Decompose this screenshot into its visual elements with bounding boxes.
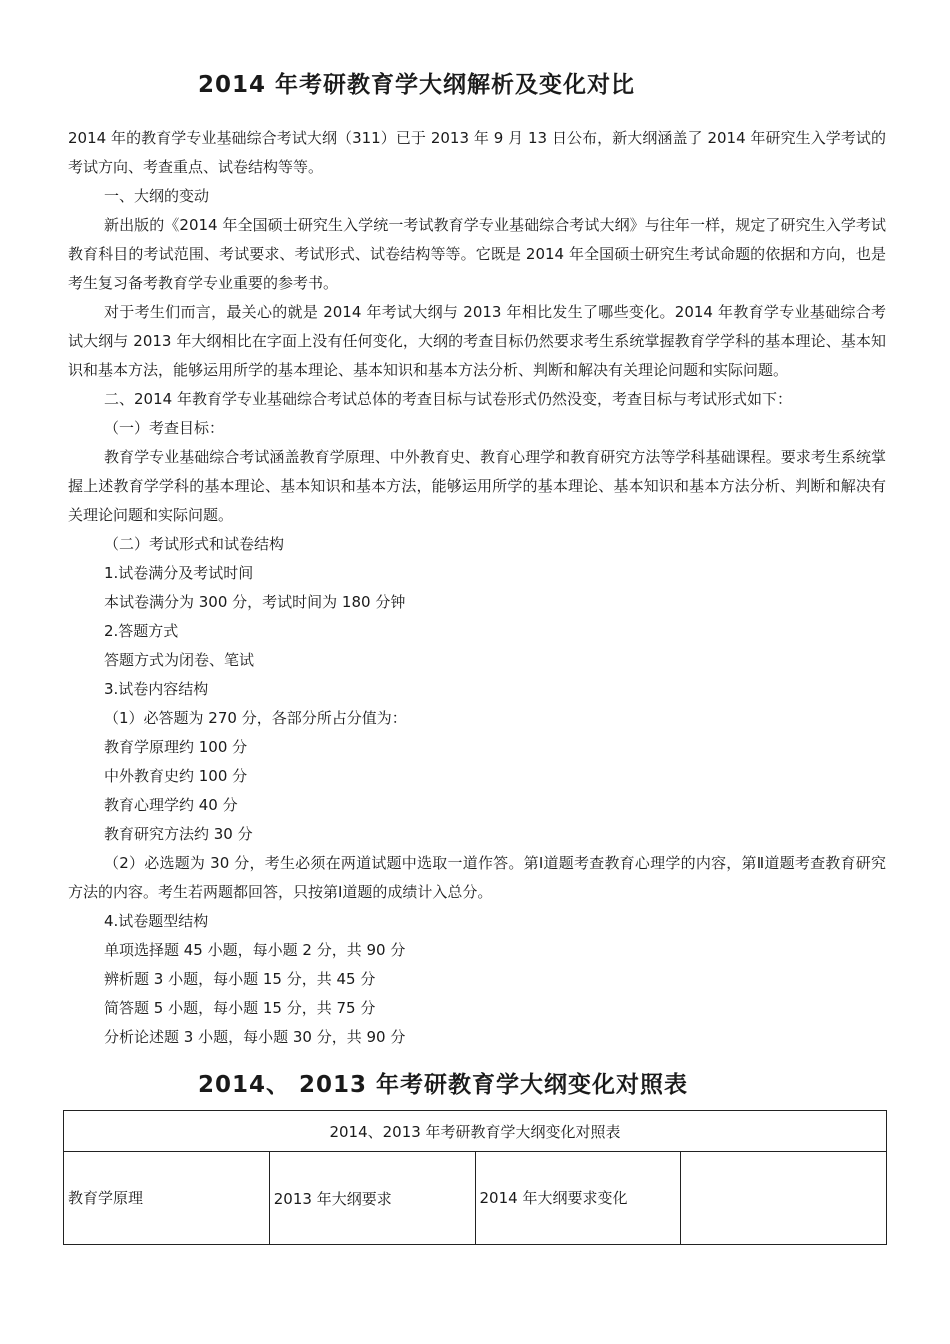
subsection-heading: （一）考查目标： — [104, 419, 225, 437]
section-heading-2: 二、2014 年教育学专业基础综合考试总体的考查目标与试卷形式仍然没变，考查目标与考试形式如下： — [104, 390, 792, 408]
paragraph: （2）必选题为 30 分，考生必须在两道试题中选取一道作答。第Ⅰ道题考查教育心理学的内容，第Ⅱ道题考查教育研究方法的内容。考生若两题都回答，只按第Ⅰ道题的成绩计入总分。 — [68, 854, 886, 901]
list-item: 辨析题 3 小题，每小题 15 分，共 45 分 — [104, 970, 376, 988]
paragraph: 教育学专业基础综合考试涵盖教育学原理、中外教育史、教育心理学和教育研究方法等学科基础课程。要求考生系统掌握上述教育学学科的基本理论、基本知识和基本方法，能够运用所学的基本理论、基本知识和基本方法分析、判断和解决有关理论问题和实际问题。 — [68, 448, 886, 524]
column-2013-cell: 2013 年大纲要求 — [269, 1152, 475, 1245]
table-section-title: 2014、 2013 年考研教育学大纲变化对照表 — [198, 1072, 689, 1098]
column-2014-cell: 2014 年大纲要求变化 — [475, 1152, 681, 1245]
document-body — [68, 124, 886, 1052]
paragraph: 新出版的《2014 年全国硕士研究生入学统一考试教育学专业基础综合考试大纲》与往年一样，规定了研究生入学考试教育科目的考试范围、考试要求、考试形式、试卷结构等等。它既是 2014 年全国硕士研究生考试命题的依据和方向，也是考生复习备考教育学专业重要的参考书。 — [68, 216, 886, 292]
list-item: （1）必答题为 270 分，各部分所占分值为： — [104, 709, 407, 727]
row-header-cell: 教育学原理 — [64, 1152, 270, 1245]
list-item: 教育学原理约 100 分 — [104, 738, 248, 756]
paragraph: 对于考生们而言，最关心的就是 2014 年考试大纲与 2013 年相比发生了哪些变化。2014 年教育学专业基础综合考试大纲与 2013 年大纲相比在字面上没有任何变化，大纲的考查目标仍然要求考生系统掌握教育学学科的基本理论、基本知识和基本方法，能够运用所学的基本理论、基本知识和基本方法分析、判断和解决有关理论问题和实际问题。 — [68, 303, 886, 379]
list-item: 单项选择题 45 小题，每小题 2 分，共 90 分 — [104, 941, 406, 959]
table-edge-cell — [681, 1152, 887, 1245]
document-title: 2014 年考研教育学大纲解析及变化对比 — [198, 72, 636, 98]
list-item: 分析论述题 3 小题，每小题 30 分，共 90 分 — [104, 1028, 406, 1046]
list-item: 2.答题方式 — [104, 622, 179, 640]
subsection-heading: （二）考试形式和试卷结构 — [104, 535, 285, 553]
list-item: 3.试卷内容结构 — [104, 680, 209, 698]
list-item: 简答题 5 小题，每小题 15 分，共 75 分 — [104, 999, 376, 1017]
list-item: 本试卷满分为 300 分，考试时间为 180 分钟 — [104, 593, 406, 611]
list-item: 1.试卷满分及考试时间 — [104, 564, 254, 582]
list-item: 教育心理学约 40 分 — [104, 796, 238, 814]
list-item: 答题方式为闭卷、笔试 — [104, 651, 255, 669]
list-item: 4.试卷题型结构 — [104, 912, 209, 930]
list-item: 中外教育史约 100 分 — [104, 767, 248, 785]
paragraph-intro: 2014 年的教育学专业基础综合考试大纲（311）已于 2013 年 9 月 13 日公布，新大纲涵盖了 2014 年研究生入学考试的考试方向、考查重点、试卷结构等等。 — [68, 129, 886, 176]
list-item: 教育研究方法约 30 分 — [104, 825, 253, 843]
comparison-table — [63, 1110, 887, 1245]
section-heading-1: 一、大纲的变动 — [104, 187, 210, 205]
table-caption: 2014、2013 年考研教育学大纲变化对照表 — [64, 1111, 887, 1152]
